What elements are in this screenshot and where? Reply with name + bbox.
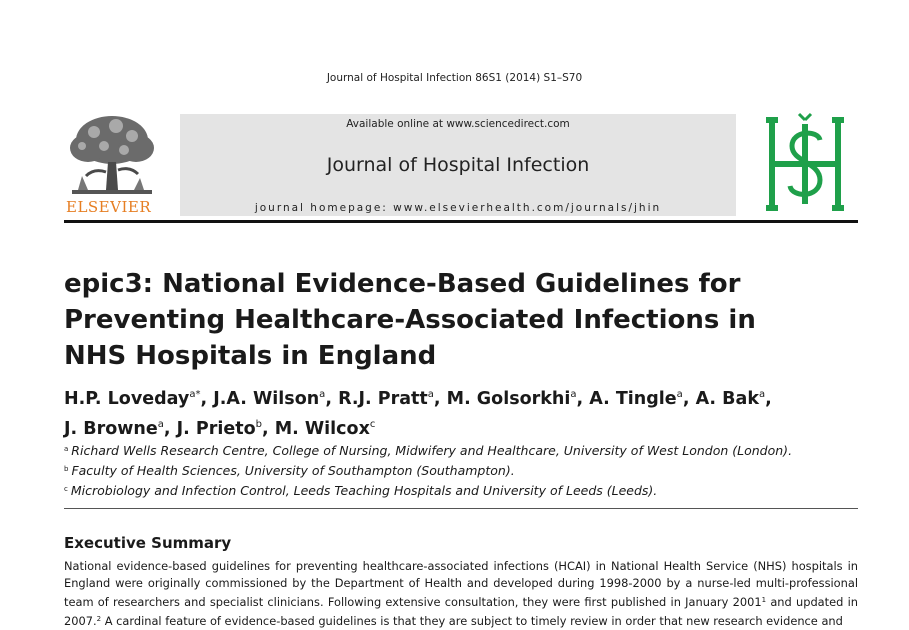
author-name: A. Tingle [589,389,677,409]
journal-citation: Journal of Hospital Infection 86S1 (2014) S1–S70 [326,72,583,84]
affiliation-list [64,440,854,500]
banner-rule [64,220,858,223]
jhi-logo-icon [752,110,858,218]
elsevier-tree-icon [64,112,160,198]
article-title: epic3: National Evidence-Based Guidelines for Preventing Healthcare-Associated Infections in NHS Hospitals in England [64,269,756,371]
author-name: R.J. Pratt [338,389,428,409]
author-affiliation-mark: a [570,389,577,400]
author-affiliation-mark: a [676,389,683,400]
affiliation-item [64,460,854,480]
section-divider [64,508,858,509]
section-heading: Executive Summary [64,534,232,552]
author-affiliation-mark: c [369,419,376,430]
summary-text: A cardinal feature of evidence-based guidelines is that they are subject to timely review in order that new research evidence and [101,614,843,628]
available-online-text: Available online at www.sciencedirect.com [346,118,570,130]
author-affiliation-mark: a [758,389,766,400]
summary-paragraph [64,558,858,630]
journal-title: Journal of Hospital Infection [326,154,590,176]
author-name: M. Golsorkhi [446,389,571,409]
reference-mark: 2 [96,615,102,623]
summary-text: National evidence-based guidelines for preventing healthcare-associated infections (HCAI) in National Health Service (NHS) hospitals in England were originally commissioned by the Department of Health and developed during 1998-2000 by a nurse-led multi-professional team of researchers and specialist clinicians. Following extensive consultation, they were first published in January 2001 [64,559,858,609]
affiliation-text: Richard Wells Research Centre, College of Nursing, Midwifery and Healthcare, University of West London (London). [71,443,793,458]
affiliation-text: Faculty of Health Sciences, University of Southampton (Southampton). [71,463,515,478]
author-affiliation-mark: a [319,389,326,400]
elsevier-logo [64,112,160,216]
author-name: M. Wilcox [274,419,370,439]
affiliation-item [64,480,854,500]
author-affiliation-mark: a [427,389,434,400]
journal-info-box [180,114,736,216]
author-name: A. Bak [695,389,759,409]
author-name: J. Prieto [176,419,256,439]
author-name: H.P. Loveday [64,389,190,409]
affiliation-mark: c [64,485,68,493]
summary-text: and updated in 2007. [64,595,858,628]
author-affiliation-mark: b [255,419,262,430]
elsevier-wordmark: ELSEVIER [66,198,152,216]
affiliation-text: Microbiology and Infection Control, Leeds Teaching Hospitals and University of Leeds (Leeds). [70,483,658,498]
author-affiliation-mark: a [157,419,164,430]
affiliation-mark: a [64,445,69,453]
journal-homepage: journal homepage: www.elsevierhealth.com/journals/jhin [254,202,662,214]
author-name: J.A. Wilson [213,389,320,409]
affiliation-mark: b [64,465,69,473]
author-list: H.P. Loveday$^{a*}$, J.A. Wilson$^a$, R.J. Pratt$^a$, M. Golsorkhi$^a$, A. Tingle$^a$, A. Bak$^a$, J. Browne$^a$, J. Prieto$^b$, M. Wilcox$^c$ [64,389,772,439]
author-affiliation-mark: a* [189,389,201,400]
reference-mark: 1 [761,596,767,604]
affiliation-item [64,440,854,460]
author-name: J. Browne [64,419,158,439]
journal-banner [64,112,858,224]
